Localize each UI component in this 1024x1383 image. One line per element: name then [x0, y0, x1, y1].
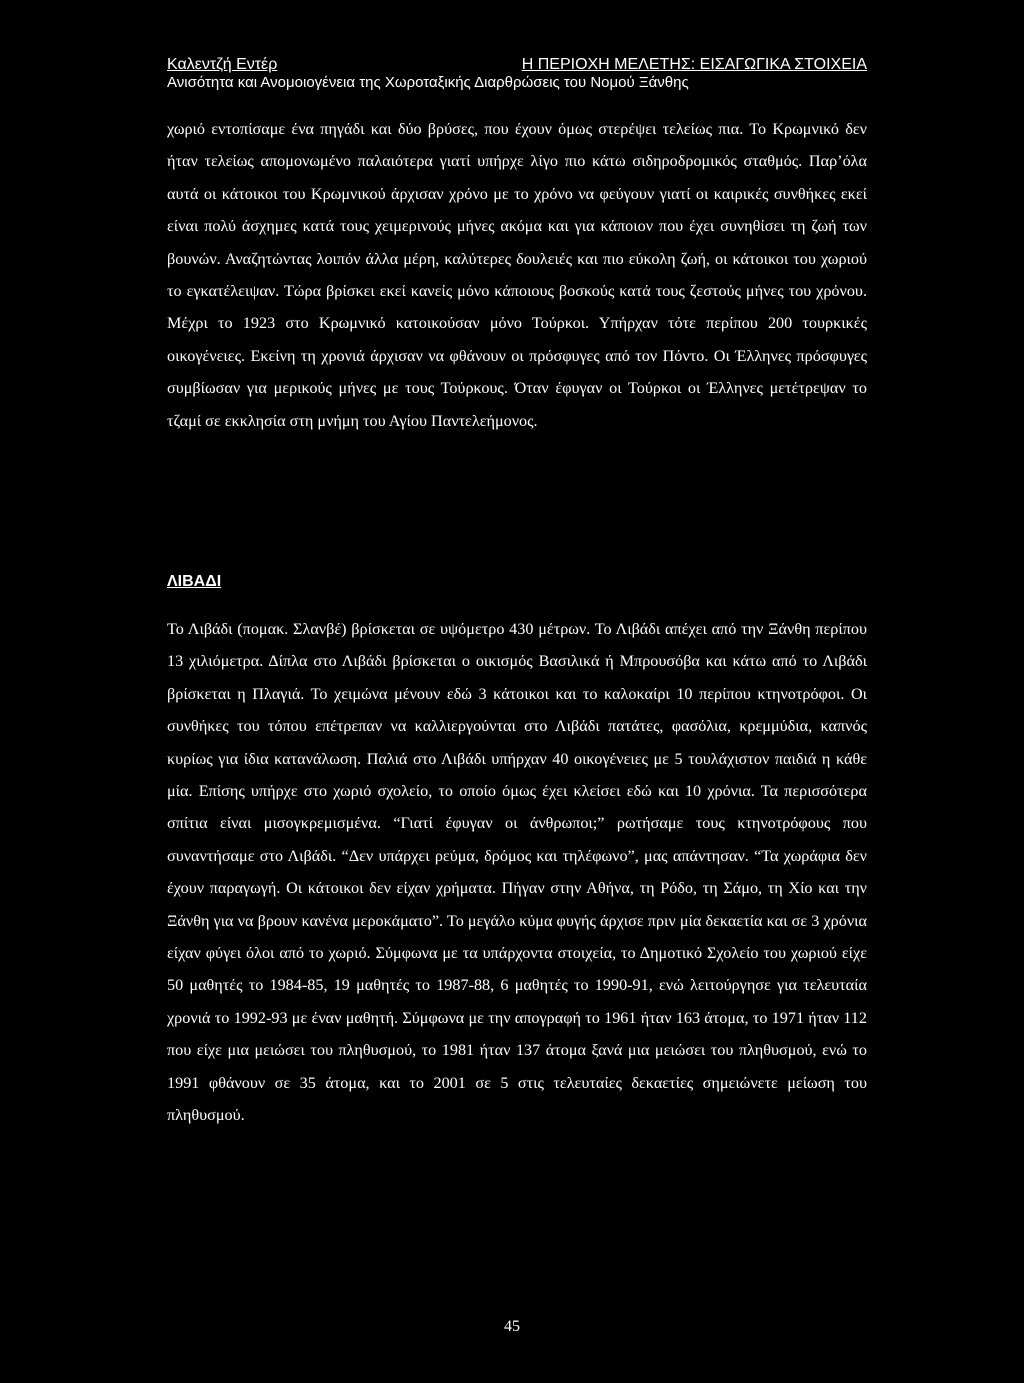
- header-chapter-title: Η ΠΕΡΙΟΧΗ ΜΕΛΕΤΗΣ: ΕΙΣΑΓΩΓΙΚΑ ΣΤΟΙΧΕΙΑ: [521, 56, 867, 73]
- body-paragraph-1: χωριό εντοπίσαμε ένα πηγάδι και δύο βρύσες, που έχουν όμως στερέψει τελείως πια. Το Κρωμνικό δεν ήταν τελείως απομονωμένο παλαιότερα γιατί υπήρχε λίγο πιο κάτω σιδηροδρομικός σταθμός. Παρ’όλα αυτά οι κάτοικοι του Κρωμνικού άρχισαν χρόνο με το χρόνο να φεύγουν γιατί οι καιρικές συνθήκες εκεί είναι πολύ άσχημες κατά τους χειμερινούς μήνες ακόμα και για κάποιον που έχει συνηθίσει τη ζωή των βουνών. Αναζητώντας λοιπόν άλλα μέρη, καλύτερες δουλειές και πιο εύκολη ζωή, οι κάτοικοι του χωριού το εγκατέλειψαν. Τώρα βρίσκει εκεί κανείς μόνο κάποιους βοσκούς κατά τους ζεστούς μήνες του χρόνου. Μέχρι το 1923 στο Κρωμνικό κατοικούσαν μόνο Τούρκοι. Υπήρχαν τότε περίπου 200 τουρκικές οικογένειες. Εκείνη τη χρονιά άρχισαν να φθάνουν οι πρόσφυγες από τον Πόντο. Οι Έλληνες πρόσφυγες συμβίωσαν για μερικούς μήνες με τους Τούρκους. Όταν έφυγαν οι Τούρκοι οι Έλληνες μετέτρεψαν το τζαμί σε εκκλησία στη μνήμη του Αγίου Παντελεήμονος.: [167, 120, 867, 430]
- running-header-top-line: [167, 55, 867, 74]
- page-number: 45: [504, 1318, 520, 1335]
- header-author: Καλεντζή Εντέρ: [167, 56, 278, 73]
- header-subtitle: Ανισότητα και Ανομοιογένεια της Χωροταξικής Διαρθρώσεις του Νομού Ξάνθης: [167, 74, 689, 91]
- section-heading-livadi: ΛΙΒΑΔΙ: [167, 573, 222, 590]
- body-paragraph-2: Το Λιβάδι (πομακ. Σλανβέ) βρίσκεται σε υψόμετρο 430 μέτρων. Το Λιβάδι απέχει από την Ξάνθη περίπου 13 χιλιόμετρα. Δίπλα στο Λιβάδι βρίσκεται ο οικισμός Βασιλικά ή Μπρουσόβα και κάτω από το Λιβάδι βρίσκεται η Πλαγιά. Το χειμώνα μένουν εδώ 3 κάτοικοι και το καλοκαίρι 10 περίπου κτηνοτρόφοι. Οι συνθήκες του τόπου επέτρεπαν να καλλιεργούνται στο Λιβάδι πατάτες, φασόλια, κρεμμύδια, καπνός κυρίως για ίδια κατανάλωση. Παλιά στο Λιβάδι υπήρχαν 40 οικογένειες με 5 τουλάχιστον παιδιά η κάθε μία. Επίσης υπήρχε στο χωριό σχολείο, το οποίο όμως έχει κλείσει εδώ και 10 χρόνια. Τα περισσότερα σπίτια είναι μισογκρεμισμένα. “Γιατί έφυγαν οι άνθρωποι;” ρωτήσαμε τους κτηνοτρόφους που συναντήσαμε στο Λιβάδι. “Δεν υπάρχει ρεύμα, δρόμος και τηλέφωνο”, μας απάντησαν. “Τα χωράφια δεν έχουν παραγωγή. Οι κάτοικοι δεν είχαν χρήματα. Πήγαν στην Αθήνα, τη Ρόδο, τη Σάμο, τη Χίο και την Ξάνθη για να βρουν κανένα μεροκάματο”. Το μεγάλο κύμα φυγής άρχισε πριν μία δεκαετία και σε 3 χρόνια είχαν φύγει όλοι από το χωριό. Σύμφωνα με τα υπάρχοντα στοιχεία, το Δημοτικό Σχολείο του χωριού είχε 50 μαθητές το 1984-85, 19 μαθητές το 1987-88, 6 μαθητές το 1990-91, ενώ λειτούργησε για τελευταία χρονιά το 1992-93 με έναν μαθητή. Σύμφωνα με την απογραφή το 1961 ήταν 163 άτομα, το 1971 ήταν 112 που είχε μια μειώσει του πληθυσμού, το 1981 ήταν 137 άτομα ξανά μια μειώσει του πληθυσμού, ενώ το 1991 φθάνουν σε 35 άτομα, και το 2001 σε 5 στις τελευταίες δεκαετίες σημειώνετε μείωση του πληθυσμού.: [167, 620, 867, 1125]
- running-header: [167, 55, 867, 92]
